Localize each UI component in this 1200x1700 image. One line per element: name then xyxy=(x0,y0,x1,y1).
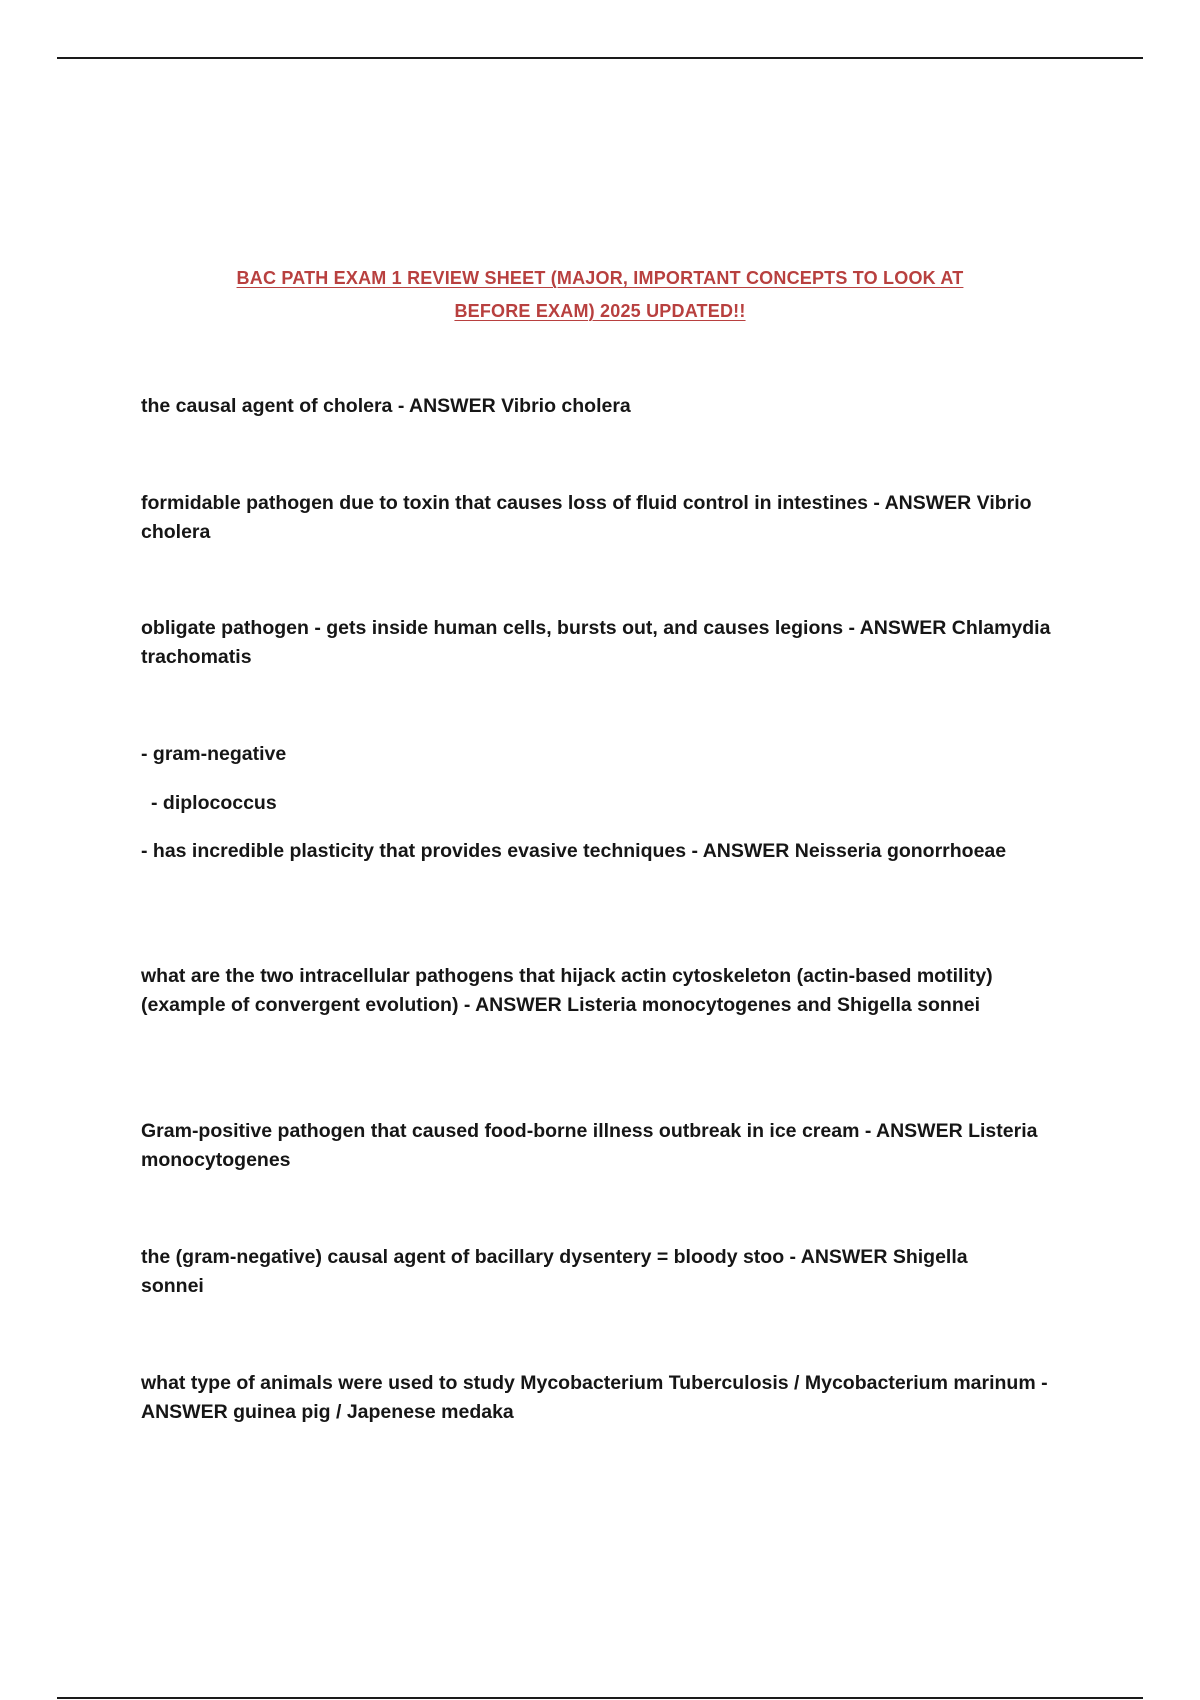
qa-entry-gram-negative: - gram-negative xyxy=(141,743,287,765)
qa-entry-actin-pathogens: what are the two intracellular pathogens that hijack actin cytoskeleton (actin-based motility) (example of convergent evolution) - ANSWER Listeria monocytogenes and Shigella sonnei xyxy=(141,965,993,1016)
qa-entry-ice-cream-outbreak: Gram-positive pathogen that caused food-borne illness outbreak in ice cream - ANSWER Listeria monocytogenes xyxy=(141,1120,1038,1171)
title-line-1: BAC PATH EXAM 1 REVIEW SHEET (MAJOR, IMPORTANT CONCEPTS TO LOOK AT xyxy=(236,268,964,288)
bottom-rule xyxy=(57,1697,1143,1699)
qa-entry-animal-models: what type of animals were used to study Mycobacterium Tuberculosis / Mycobacterium marinum - ANSWER guinea pig / Japenese medaka xyxy=(141,1372,1048,1423)
qa-entry-cholera-agent: the causal agent of cholera - ANSWER Vibrio cholera xyxy=(141,395,631,417)
qa-entry-plasticity: - has incredible plasticity that provides evasive techniques - ANSWER Neisseria gonorrhoeae xyxy=(141,840,1007,862)
document-title xyxy=(150,262,1050,328)
top-rule xyxy=(57,57,1143,59)
qa-entry-obligate-pathogen: obligate pathogen - gets inside human cells, bursts out, and causes legions - ANSWER Chlamydia trachomatis xyxy=(141,617,1051,668)
title-line-2: BEFORE EXAM) 2025 UPDATED!! xyxy=(454,301,746,321)
qa-entry-formidable-pathogen: formidable pathogen due to toxin that causes loss of fluid control in intestines - ANSWER Vibrio cholera xyxy=(141,492,1032,543)
qa-entry-diplococcus: - diplococcus xyxy=(151,792,277,814)
qa-entry-bacillary-dysentery: the (gram-negative) causal agent of bacillary dysentery = bloody stoo - ANSWER Shigella sonnei xyxy=(141,1246,968,1297)
